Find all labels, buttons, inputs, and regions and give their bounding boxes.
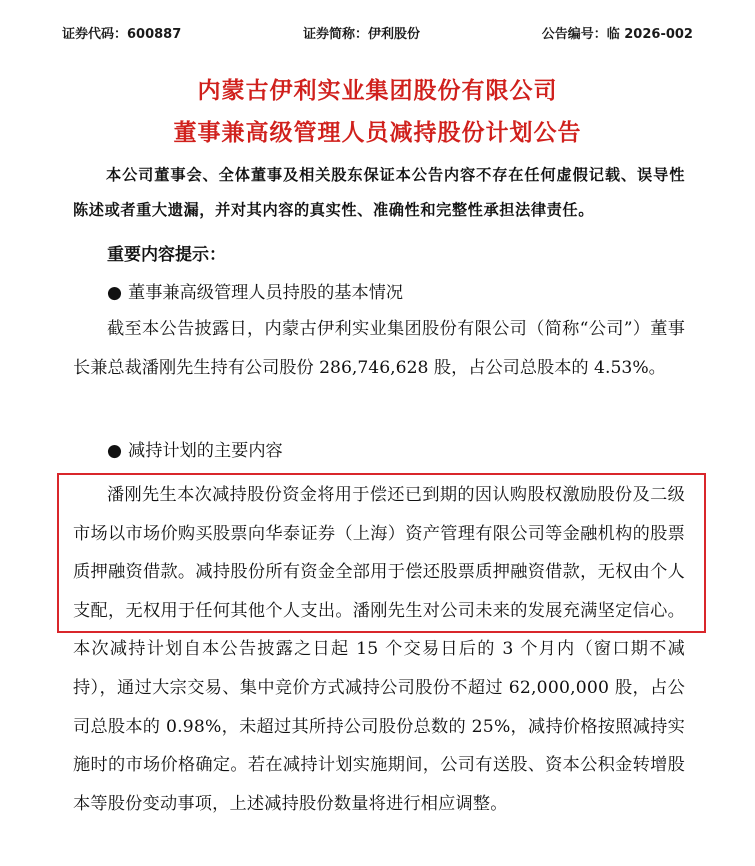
- notice-number: 公告编号：临 2026-002: [541, 26, 693, 42]
- section2-heading: [107, 432, 283, 470]
- section2-heading-text: 减持计划的主要内容: [128, 441, 283, 461]
- bullet-icon: ●: [107, 441, 122, 461]
- summary-heading: 重要内容提示：: [107, 245, 226, 265]
- notice-title: 董事兼高级管理人员减持股份计划公告: [173, 120, 582, 146]
- section1-heading-text: 董事兼高级管理人员持股的基本情况: [128, 283, 404, 303]
- notice-header: [62, 20, 693, 44]
- company-title: 内蒙古伊利实业集团股份有限公司: [197, 78, 558, 104]
- highlight-box: [57, 473, 706, 633]
- stock-name: 证券简称：伊利股份: [303, 26, 421, 42]
- section1-paragraph: 截至本公告披露日，内蒙古伊利实业集团股份有限公司（简称“公司”）董事长兼总裁潘刚先生持有公司股份 286,746,628 股，占公司总股本的 4.53%。: [73, 319, 685, 378]
- board-statement: 本公司董事会、全体董事及相关股东保证本公告内容不存在任何虚假记载、误导性陈述或者重大遗漏，并对其内容的真实性、准确性和完整性承担法律责任。: [73, 166, 685, 219]
- stock-code: 证券代码：600887: [62, 26, 182, 42]
- section1-heading: [107, 274, 403, 312]
- section2-paragraph: 潘刚先生本次减持股份资金将用于偿还已到期的因认购股权激励股份及二级市场以市场价购买股票向华泰证券（上海）资产管理有限公司等金融机构的股票质押融资借款。减持股份所有资金全部用于偿还股票质押融资借款，无权由个人支配，无权用于任何其他个人支出。潘刚先生对公司未来的发展充满坚定信心。本次减持计划自本公告披露之日起 15 个交易日后的 3 个月内（窗口期不减持），通过大宗交易、集中竞价方式减持公司股份不超过 62,000,000 股，占公司总股本的 0.98%，未超过其所持公司股份总数的 25%，减持价格按照减持实施时的市场价格确定。若在减持计划实施期间，公司有送股、资本公积金转增股本等股份变动事项，上述减持股份数量将进行相应调整。: [73, 485, 685, 814]
- bullet-icon: ●: [107, 283, 122, 303]
